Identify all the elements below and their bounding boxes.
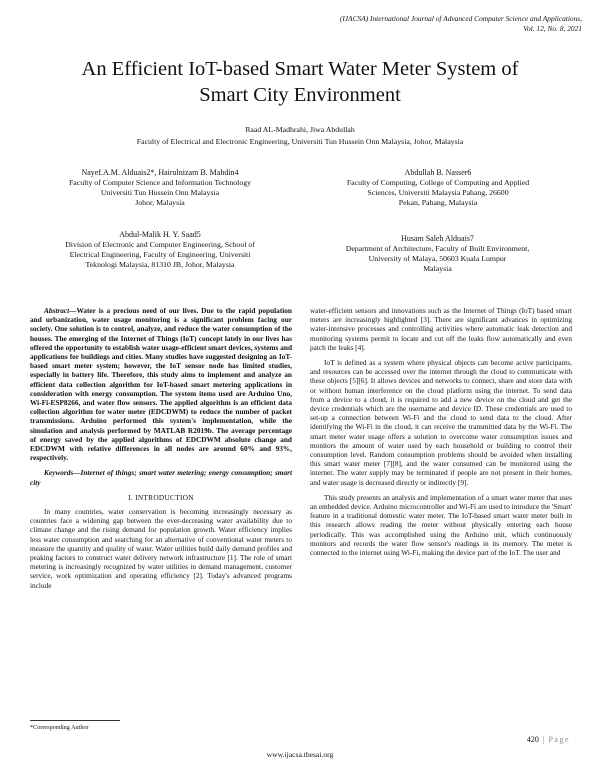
affiliation-line: Teknologi Malaysia, 81310 JB, Johor, Malaysia xyxy=(85,260,235,269)
page-word: Page xyxy=(548,735,570,744)
affiliation-block-4 xyxy=(305,234,570,274)
affiliation-line: Department of Architecture, Faculty of Built Environment, xyxy=(345,244,530,253)
right-column xyxy=(310,306,572,563)
first-author-names: Raad AL-Madhrahi, Jiwa Abdullah xyxy=(245,125,355,134)
paper-title xyxy=(20,56,580,108)
journal-header xyxy=(162,14,582,34)
affiliation-line: Pekan, Pahang, Malaysia xyxy=(398,198,478,207)
abstract-label: Abstract— xyxy=(44,306,77,315)
affiliation-line: Faculty of Computer Science and Information Technology xyxy=(68,178,252,187)
keywords-text: Internet of things; smart water metering; energy consumption; smart city xyxy=(30,468,292,487)
affiliation-line: Malaysia xyxy=(423,264,452,273)
affiliation-line: University of Malaya, 50603 Kuala Lumpur xyxy=(368,254,507,263)
abstract xyxy=(30,306,292,462)
abstract-text: Water is a precious need of our lives. Due to the rapid population and urbanization, water usage monitoring is a significant problem facing our society. One solution is to control, analyze, and reduce the water consumption of the houses. The emerging of the Internet of Things (IoT) concept lately in our lives has offered the opportunity to establish water usage-efficient smart devices, systems and applications for buildings and cities. Many studies have suggested designing an IoT-based smart meter system; however, the IoT sensor node has limited studies, especially in battery life. Therefore, this study aims to implement and analyze an efficient data collection algorithm for IoT-based smart metering applications in consideration with energy consumption. The system items used are Arduino Uno, Wi-Fi-ESP8266, and water flow sensors. The applied algorithm is an efficient data collection algorithm for water meter (EDCDWM) to reduce the number of packet transmissions. Arduino performed this system's implementation, while the simulation and analysis performed by MATLAB R2019b. The average percentage of energy saved by the applied algorithms of EDCDWM absolute change and EDCDWM with relative differences in all nodes are around 60% and 93%, respectively. xyxy=(30,306,292,463)
keywords xyxy=(30,468,292,486)
author-names: Nayef.A.M. Alduais2*, Hairulnizam B. Mahdin4 xyxy=(81,168,239,177)
page-separator: | xyxy=(542,735,545,744)
affiliation-line: Division of Electronic and Computer Engineering, School of xyxy=(65,240,255,249)
journal-url: www.ijacsa.thesai.org xyxy=(266,750,334,759)
author-names: Husam Saleh Alduais7 xyxy=(401,234,474,243)
page-number xyxy=(527,735,570,744)
affiliation-line: Johor, Malaysia xyxy=(135,198,185,207)
title-line-2: Smart City Environment xyxy=(199,84,401,106)
footnote: *Corresponding Author xyxy=(30,724,89,731)
intro-paragraph: In many countries, water conservation is becoming increasingly necessary as countries face a widening gap between the ever-decreasing water availability due to climate change and the rising demand for population growth. Water efficiency implies less water consumption and searching for an alternative of conventional water meters to measure the quantity and quality of water. Water utilities build daily demand profiles and peaking factors to construct water delivery network infrastructure [1]. The role of smart metering is increasingly recognized by water utilities in demand management, customer service, work optimization and operating efficiency [2]. Today's advanced programs include xyxy=(30,507,292,590)
section-heading: I. INTRODUCTION xyxy=(128,492,194,502)
author-names: Abdullah B. Nasser6 xyxy=(404,168,472,177)
body-paragraph: water-efficient sensors and innovations such as the Internet of Things (IoT) based smart meters are increasingly highlighted [3]. There are significant advances in optimizing water-intensive processes and controlling activities where automatic leak detection and monitoring systems permit to locate and cut off the leaks flow automatically and even patch the leaks [4]. xyxy=(310,306,572,352)
affiliation-line: Electrical Engineering, Faculty of Engineering, Universiti xyxy=(69,250,251,259)
affiliation-block-2 xyxy=(308,168,568,208)
body-paragraph: This study presents an analysis and implementation of a smart water meter that uses an embedded device. Arduino microcontroller and Wi-Fi are used to introduce the 'Smart' feature in a traditional domestic water meter. The IoT-based smart water meter built in this research allows reading the meter without physically entering each house periodically. This was accomplished using the Arduino unit, which continuously monitors and records the water flow sensor's readings in its memory. The meter is connected to the internet using Wi-Fi, making the device part of the IoT. The user and xyxy=(310,492,572,558)
author-names: Abdul-Malik H. Y. Saad5 xyxy=(119,230,201,239)
first-authors xyxy=(0,125,600,135)
body-paragraph: IoT is defined as a system where physical objects can become active participants, and resources can be accessed over the internet through the cloud to communicate with these objects [5][6]. It allows devices and networks to connect, share and store data with or without human interference on the cloud platform using the internet. To send data from a device to a cloud, it is required to add a new device on the cloud and get the device credentials which are the username and device ID. These credentials are used to set-up a connection between Wi-Fi and the cloud to send data to the cloud. After identifying the Wi-Fi in the cloud, it can receive the transmitted data by the Wi-Fi. The smart meter water usage offers a solution to overcome water consumption issues and monitors the amount of water used by each household or building to control their consumption level. Random consumption problems should be avoided when installing this smart water meter [7][8], and the water consumed can be monitored using the internet. The water supply may be terminated if people are not present in their homes, and water usage is decreased directly or indirectly [9]. xyxy=(310,358,572,487)
affiliation-line: Sciences, Universiti Malaysia Pahang, 26600 xyxy=(367,188,509,197)
left-column xyxy=(30,306,292,596)
keywords-label: Keywords— xyxy=(44,468,81,478)
title-line-1: An Efficient IoT-based Smart Water Meter System of xyxy=(81,58,519,80)
affiliation-line: Faculty of Computing, College of Computing and Applied xyxy=(346,178,530,187)
affiliation-block-1 xyxy=(40,168,280,208)
first-affiliation: Faculty of Electrical and Electronic Engineering, Universiti Tun Hussein Onn Malaysia, Johor, Malaysia xyxy=(136,137,464,146)
affiliation-block-3 xyxy=(30,230,290,270)
journal-name: (IJACSA) International Journal of Advanced Computer Science and Applications, xyxy=(339,14,582,23)
footnote-rule xyxy=(30,720,120,721)
affiliation-line: Universiti Tun Hussein Onn Malaysia xyxy=(100,188,220,197)
page-number-value: 420 xyxy=(526,735,539,744)
journal-volume: Vol. 12, No. 8, 2021 xyxy=(523,24,582,33)
